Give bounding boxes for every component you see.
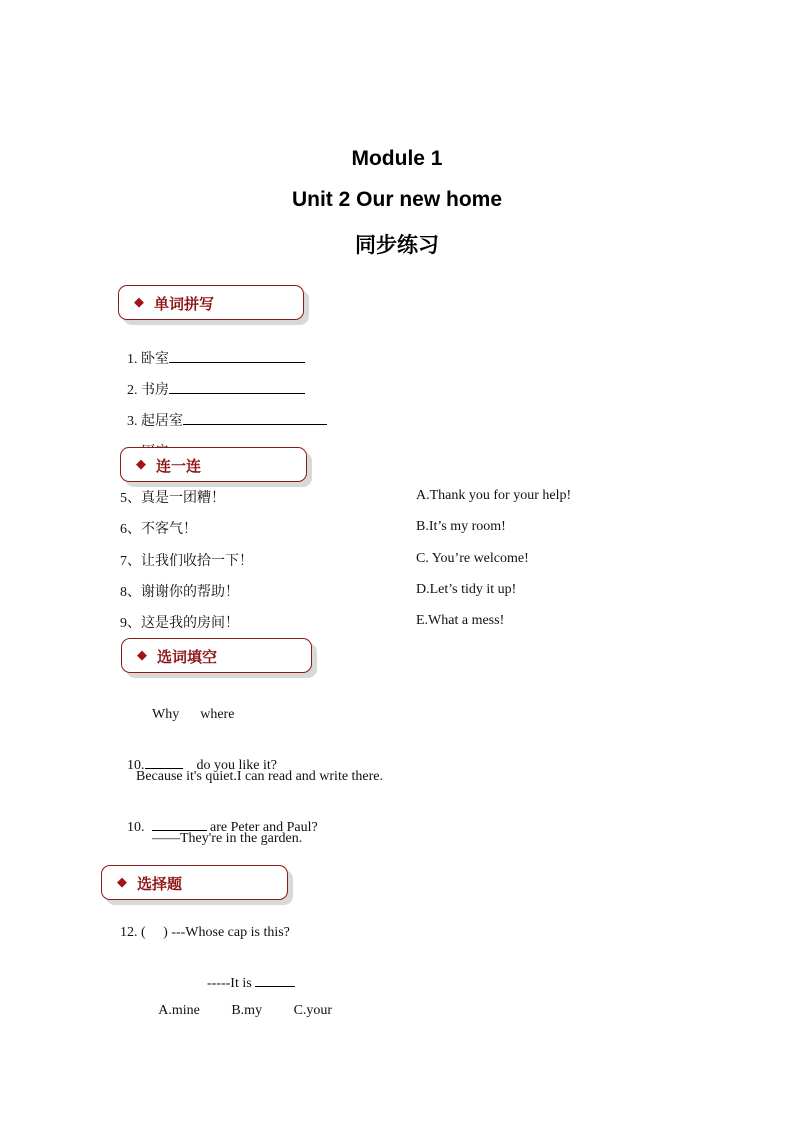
matching-right-item: C. You’re welcome! — [416, 551, 529, 566]
section-label: 选词填空 — [157, 648, 218, 666]
option-c[interactable]: C.your — [293, 1003, 333, 1018]
answer-blank[interactable] — [169, 379, 305, 394]
section-header-matching — [120, 447, 307, 482]
matching-right-item: E.What a mess! — [416, 613, 505, 628]
spelling-item: 1. 卧室 — [120, 332, 305, 368]
section-header-spelling — [118, 285, 304, 320]
answer-blank[interactable] — [152, 816, 207, 831]
answer-blank[interactable] — [183, 410, 327, 425]
diamond-icon: ◆ — [134, 295, 144, 310]
question-12: 12. ( ) ---Whose cap is this? — [120, 925, 290, 940]
option-a[interactable]: A.mine — [158, 1003, 200, 1018]
word-bank: Why where — [152, 707, 235, 722]
diamond-icon: ◆ — [117, 875, 127, 890]
choice-options — [152, 987, 332, 1019]
matching-right-item: A.Thank you for your help! — [416, 488, 572, 503]
answer-blank[interactable] — [169, 348, 305, 363]
section-label: 选择题 — [137, 875, 183, 893]
matching-left-item: 8、谢谢你的帮助！ — [120, 585, 239, 600]
question-10: 10. do you like it? — [120, 738, 277, 774]
spelling-item: 2. 书房 — [120, 363, 305, 399]
matching-left-item: 5、真是一团糟！ — [120, 491, 225, 506]
unit-title: Unit 2 Our new home — [291, 188, 503, 211]
diamond-icon: ◆ — [136, 457, 146, 472]
matching-left-item: 7、让我们收拾一下！ — [120, 554, 253, 569]
matching-left-item: 6、不客气！ — [120, 522, 197, 537]
question-11: 10. are Peter and Paul? — [120, 800, 318, 836]
matching-left-item: 9、这是我的房间！ — [120, 616, 239, 631]
matching-right-item: B.It’s my room! — [416, 519, 506, 534]
question-10-answer: Because it's quiet.I can read and write there. — [136, 769, 384, 784]
section-label: 连一连 — [156, 457, 202, 475]
answer-blank[interactable] — [145, 754, 183, 769]
question-12-line2: -----It is — [200, 956, 295, 992]
subtitle: 同步练习 — [355, 234, 439, 257]
option-b[interactable]: B.my — [231, 1003, 263, 1018]
question-11-answer: ——They're in the garden. — [152, 831, 303, 846]
spelling-item: 3. 起居室 — [120, 394, 327, 430]
section-header-choice — [101, 865, 288, 900]
module-title: Module 1 — [351, 147, 443, 170]
section-header-fill — [121, 638, 312, 673]
section-label: 单词拼写 — [154, 295, 215, 313]
diamond-icon: ◆ — [137, 648, 147, 663]
matching-right-item: D.Let’s tidy it up! — [416, 582, 517, 597]
answer-blank[interactable] — [255, 972, 295, 987]
